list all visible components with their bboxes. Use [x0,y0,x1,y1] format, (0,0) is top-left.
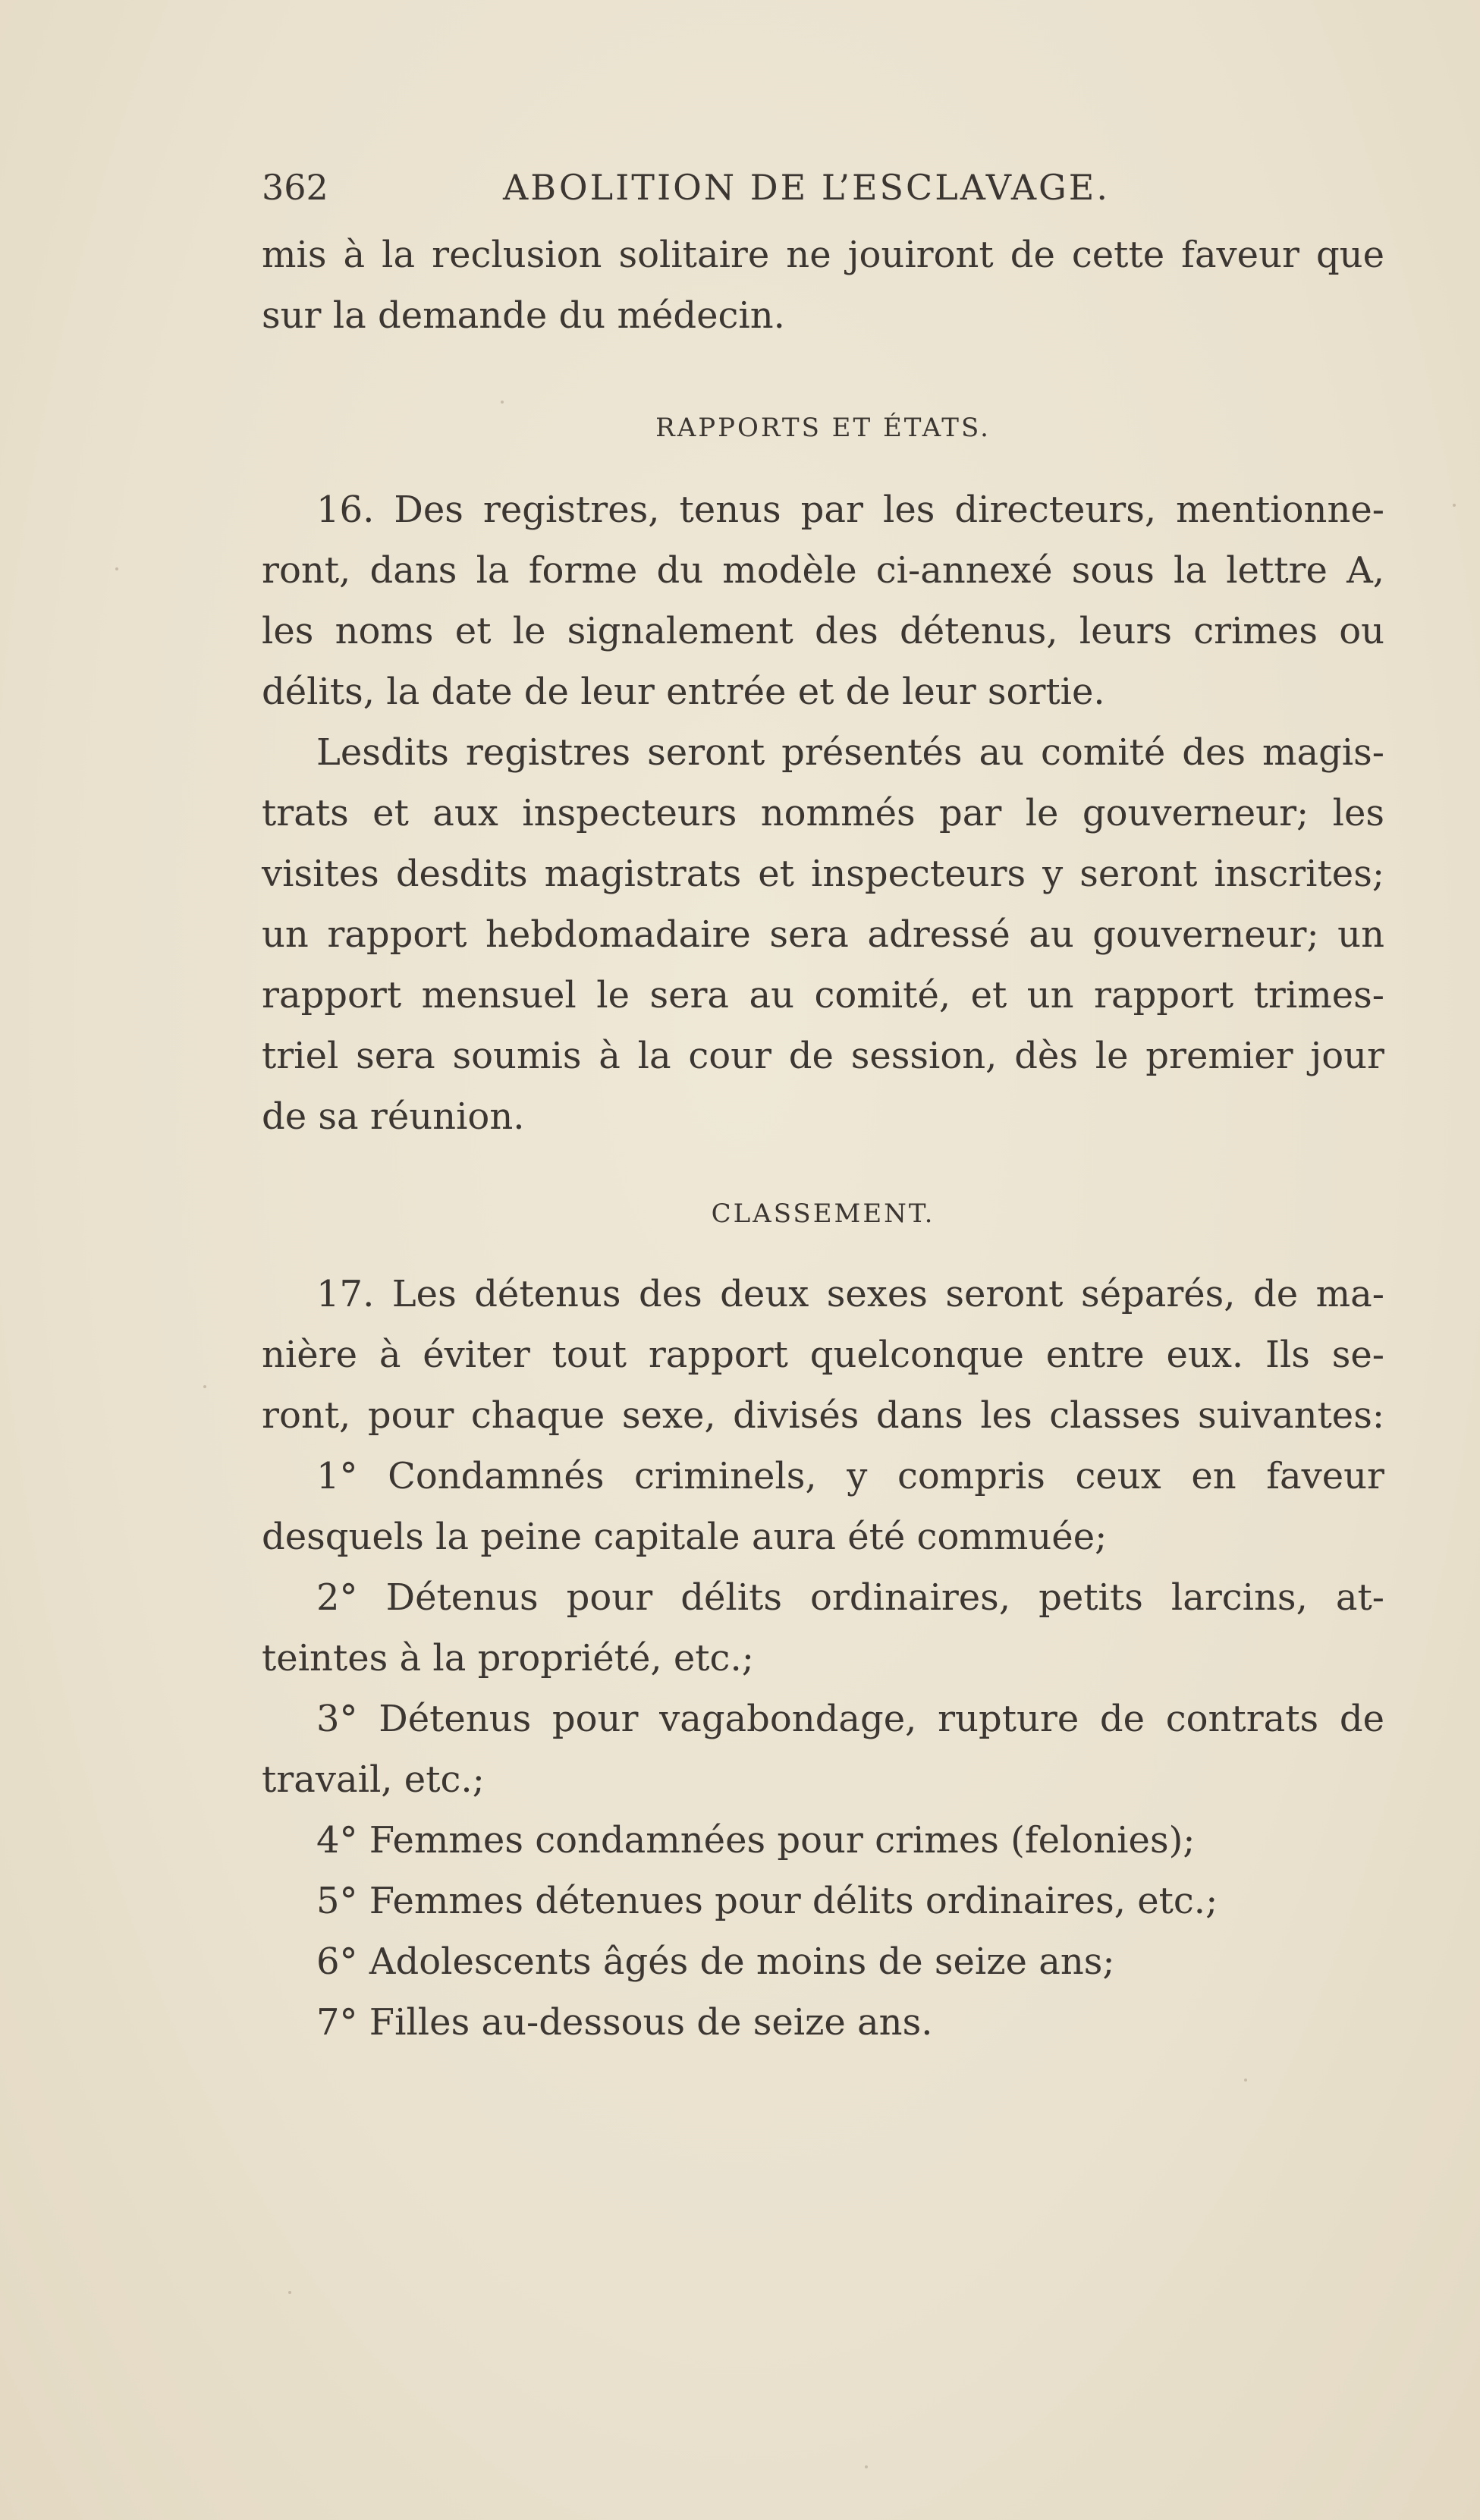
text-line: trats et aux inspecteurs nommés par le gouverneur; les [262,792,1384,834]
list-item-line: 2° Détenus pour délits ordinaires, petits larcins, at- [316,1576,1384,1619]
paper-speck [115,567,118,570]
text-line: les noms et le signalement des détenus, leurs crimes ou [262,610,1384,652]
text-line: rapport mensuel le sera au comité, et un rapport trimes- [262,974,1384,1016]
paper-speck [865,2465,868,2468]
text-line: ront, pour chaque sexe, divisés dans les classes suivantes: [262,1394,1384,1437]
classes-list [262,1446,1384,2053]
article-17-paragraph [262,1264,1384,1446]
list-item-line: 6° Adolescents âgés de moins de seize ans; [316,1940,1115,1983]
paper-speck [1244,2079,1247,2082]
list-item-line: desquels la peine capitale aura été commuée; [262,1516,1108,1558]
intro-paragraph [262,225,1384,346]
list-item-line: 4° Femmes condamnées pour crimes (felonies); [316,1819,1196,1862]
section-heading-classement: CLASSEMENT. [711,1199,935,1229]
page-header [262,161,1210,214]
text-line: un rapport hebdomadaire sera adressé au gouverneur; un [262,913,1384,956]
list-item-line: teintes à la propriété, etc.; [262,1637,754,1679]
text-line: ront, dans la forme du modèle ci-annexé sous la lettre A, [262,549,1384,592]
text-line: sur la demande du médecin. [262,294,785,337]
section-heading-rapports: RAPPORTS ET ÉTATS. [655,413,991,443]
text-line: Lesdits registres seront présentés au comité des magis- [316,731,1384,774]
text-line: triel sera soumis à la cour de session, dès le premier jour [262,1035,1384,1077]
text-line: de sa réunion. [262,1095,525,1138]
list-item-line: 3° Détenus pour vagabondage, rupture de contrats de [316,1698,1384,1740]
text-line: mis à la reclusion solitaire ne jouiront de cette faveur que [262,234,1384,276]
list-item-line: travail, etc.; [262,1758,485,1801]
registres-paragraph [262,722,1384,1147]
text-line: 16. Des registres, tenus par les directeurs, mentionne- [316,489,1384,531]
page-number: 362 [262,167,328,208]
text-line: visites desdits magistrats et inspecteurs y seront inscrites; [262,853,1384,895]
paper-speck [203,1385,206,1388]
text-line: nière à éviter tout rapport quelconque entre eux. Ils se- [262,1334,1384,1376]
article-16-paragraph [262,479,1384,722]
paper-speck [288,2291,291,2294]
list-item-line: 1° Condamnés criminels, y compris ceux en faveur [316,1455,1384,1497]
list-item-line: 5° Femmes détenues pour délits ordinaires, etc.; [316,1880,1218,1922]
text-line: délits, la date de leur entrée et de leur sortie. [262,671,1105,713]
running-title: ABOLITION DE L’ESCLAVAGE. [503,167,1110,208]
list-item-line: 7° Filles au-dessous de seize ans. [316,2001,933,2044]
paper-speck [501,401,504,404]
text-line: 17. Les détenus des deux sexes seront séparés, de ma- [316,1273,1384,1315]
paper-speck [1453,504,1456,507]
